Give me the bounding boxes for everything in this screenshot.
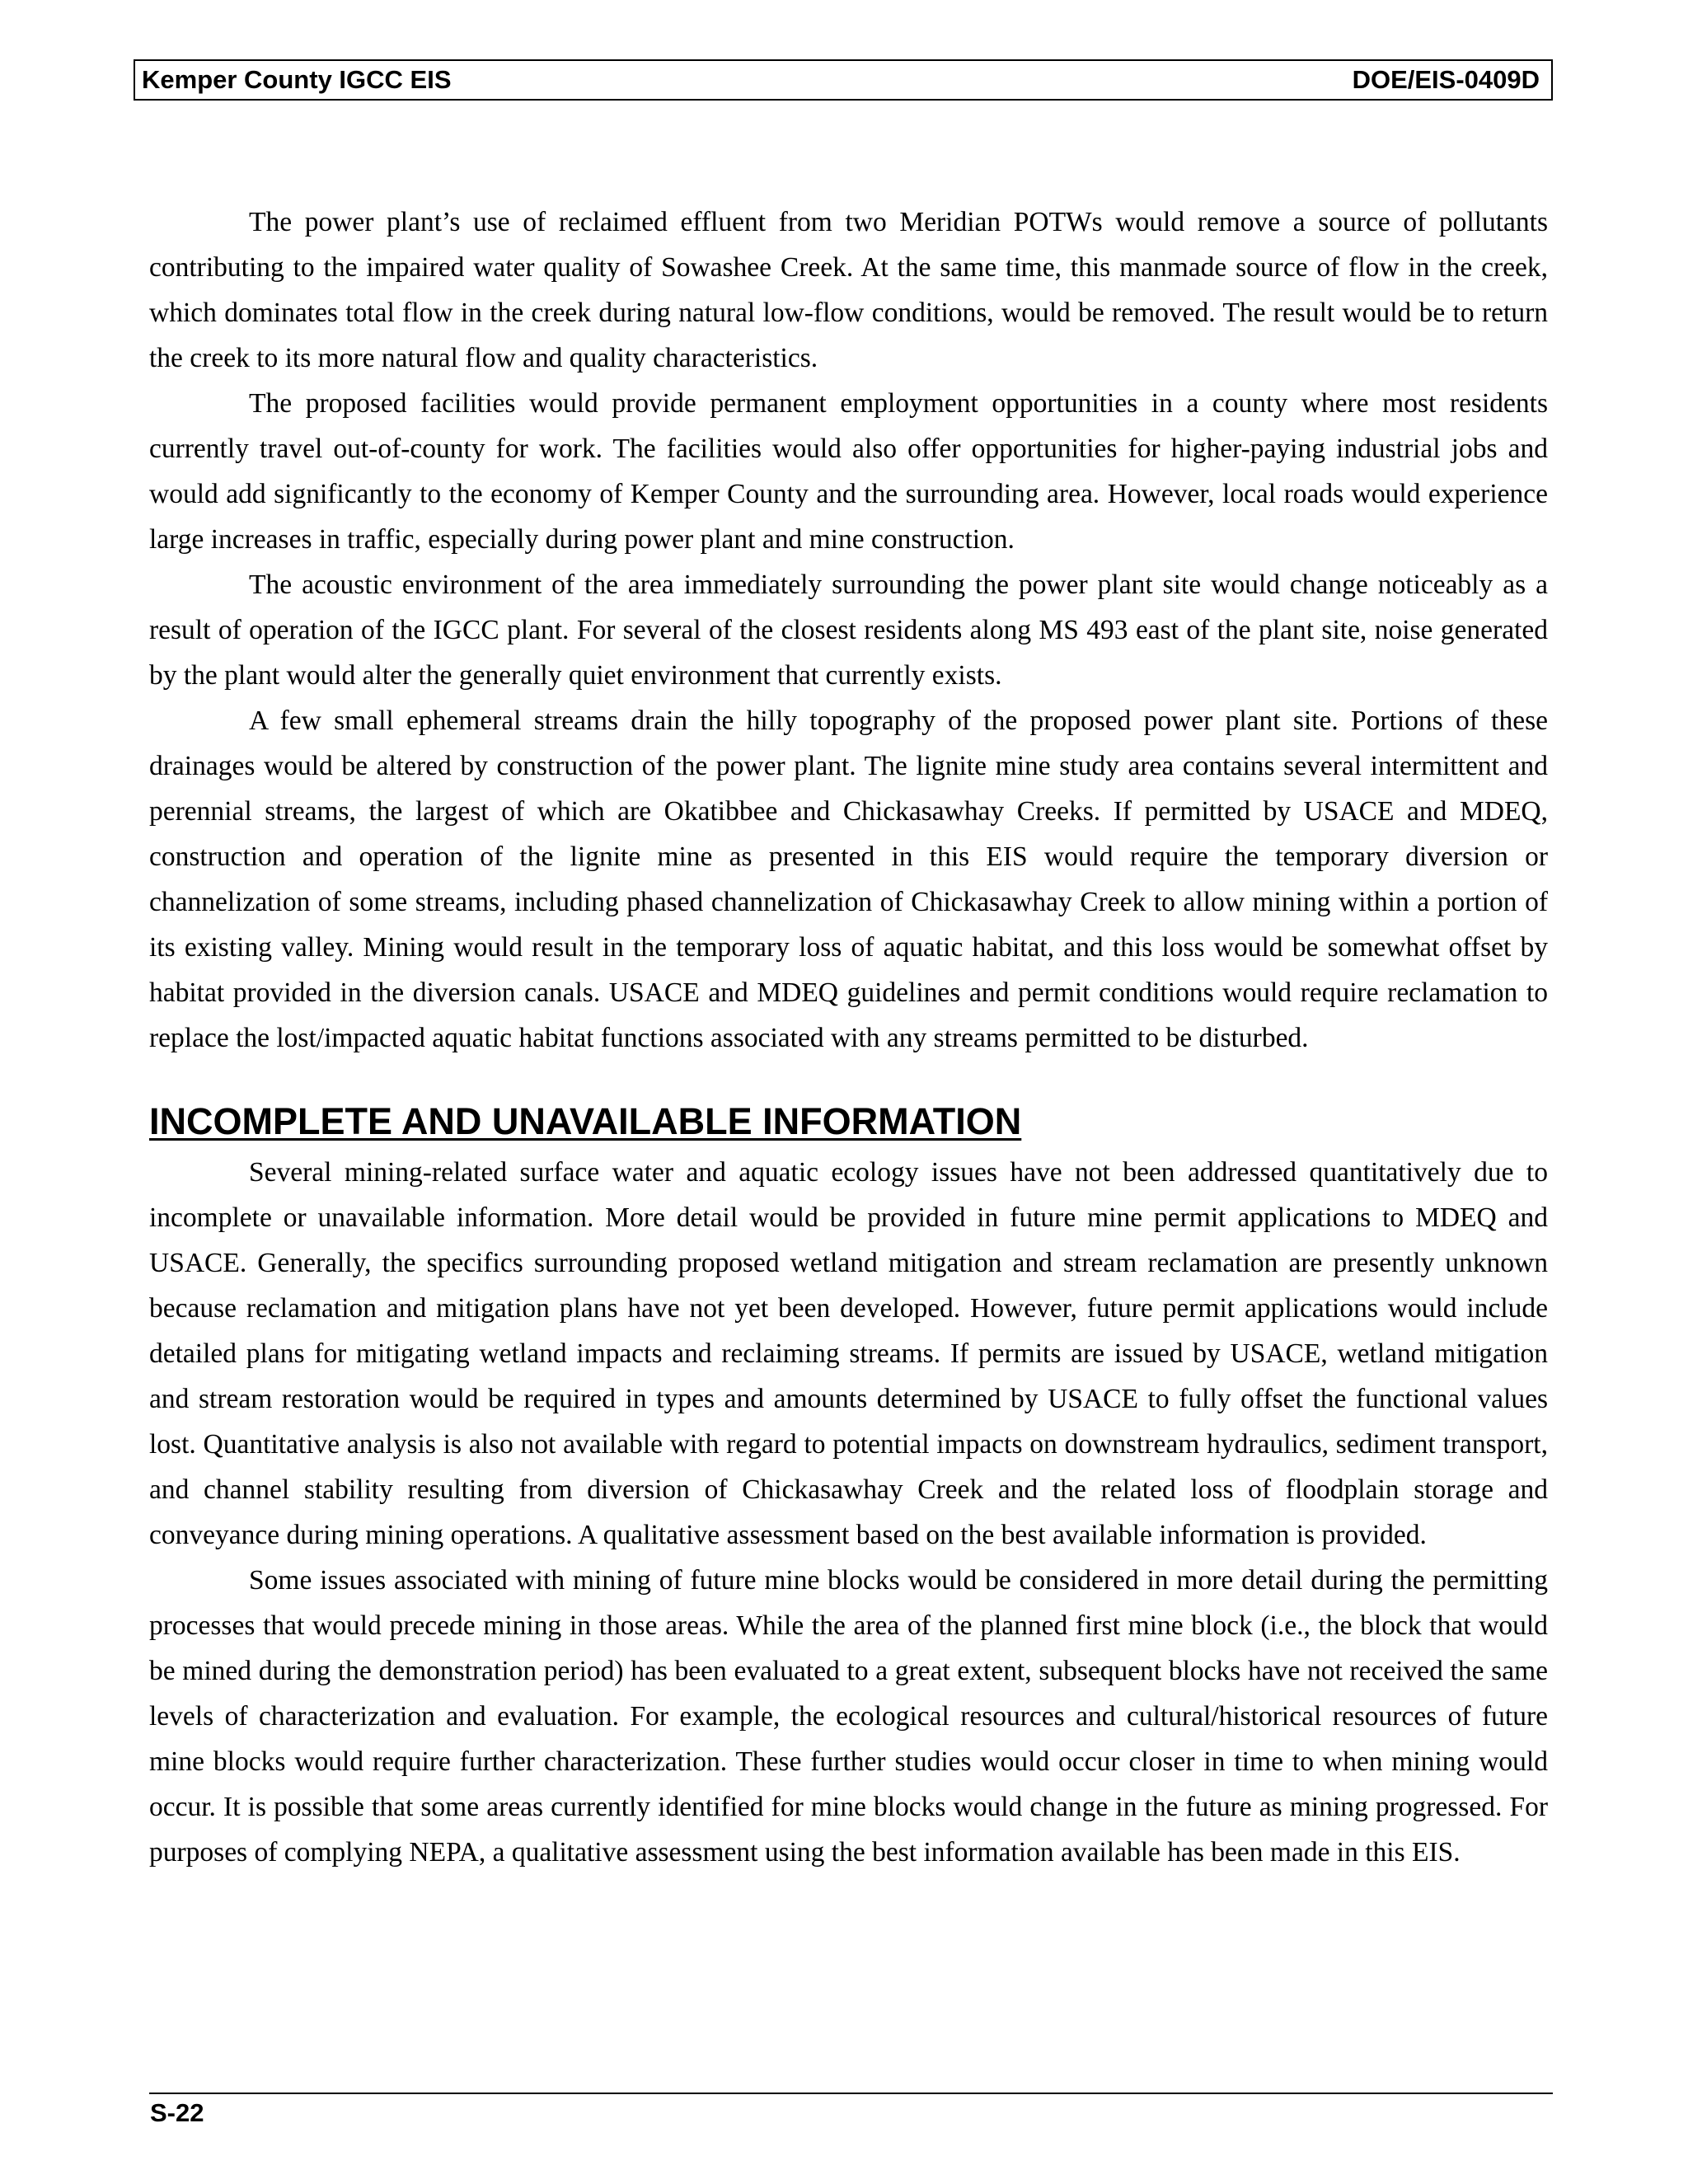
header-document-title: Kemper County IGCC EIS bbox=[142, 65, 452, 94]
body-paragraph: Several mining-related surface water and aquatic ecology issues have not been addressed quantitatively due to incomplete or unavailable information. More detail would be provided in future mine permit applications to MDEQ and USACE. Generally, the specifics surrounding proposed wetland mitigation and stream reclamation are presently unknown because reclamation and mitigation plans have not yet been developed. However, future permit applications would include detailed plans for mitigating wetland impacts and reclaiming streams. If permits are issued by USACE, wetland mitigation and stream restoration would be required in types and amounts determined by USACE to fully offset the functional values lost. Quantitative analysis is also not available with regard to potential impacts on downstream hydraulics, sediment transport, and channel stability resulting from diversion of Chickasawhay Creek and the related loss of floodplain storage and conveyance during mining operations. A qualitative assessment based on the best available information is provided. bbox=[149, 1157, 1548, 1550]
body-paragraph: The power plant’s use of reclaimed effluent from two Meridian POTWs would remove a source of pollutants contributing to the impaired water quality of Sowashee Creek. At the same time, this manmade source of flow in the creek, which dominates total flow in the creek during natural low-flow conditions, would be removed. The result would be to return the creek to its more natural flow and quality characteristics. bbox=[149, 207, 1548, 373]
page-body bbox=[149, 199, 1548, 1875]
footer-divider bbox=[149, 2093, 1553, 2094]
body-paragraph: The acoustic environment of the area immediately surrounding the power plant site would change noticeably as a result of operation of the IGCC plant. For several of the closest residents along MS 493 east of the plant site, noise generated by the plant would alter the generally quiet environment that currently exists. bbox=[149, 569, 1548, 691]
header-document-number: DOE/EIS-0409D bbox=[1352, 65, 1540, 94]
body-paragraph: Some issues associated with mining of future mine blocks would be considered in more detail during the permitting processes that would precede mining in those areas. While the area of the planned first mine block (i.e., the block that would be mined during the demonstration period) has been evaluated to a great extent, subsequent blocks have not received the same levels of characterization and evaluation. For example, the ecological resources and cultural/historical resources of future mine blocks would require further characterization. These further studies would occur closer in time to when mining would occur. It is possible that some areas currently identified for mine blocks would change in the future as mining progressed. For purposes of complying NEPA, a qualitative assessment using the best information available has been made in this EIS. bbox=[149, 1565, 1548, 1868]
body-paragraph: The proposed facilities would provide permanent employment opportunities in a county where most residents currently travel out-of-county for work. The facilities would also offer opportunities for higher-paying industrial jobs and would add significantly to the economy of Kemper County and the surrounding area. However, local roads would experience large increases in traffic, especially during power plant and mine construction. bbox=[149, 388, 1548, 555]
running-header bbox=[134, 59, 1553, 101]
section-heading: INCOMPLETE AND UNAVAILABLE INFORMATION bbox=[149, 1100, 1022, 1142]
page-number: S-22 bbox=[150, 2098, 204, 2127]
body-paragraph: A few small ephemeral streams drain the hilly topography of the proposed power plant site. Portions of these drainages would be altered by construction of the power plant. The lignite mine study area contains several intermittent and perennial streams, the largest of which are Okatibbee and Chickasawhay Creeks. If permitted by USACE and MDEQ, construction and operation of the lignite mine as presented in this EIS would require the temporary diversion or channelization of some streams, including phased channelization of Chickasawhay Creek to allow mining within a portion of its existing valley. Mining would result in the temporary loss of aquatic habitat, and this loss would be somewhat offset by habitat provided in the diversion canals. USACE and MDEQ guidelines and permit conditions would require reclamation to replace the lost/impacted aquatic habitat functions associated with any streams permitted to be disturbed. bbox=[149, 705, 1548, 1053]
